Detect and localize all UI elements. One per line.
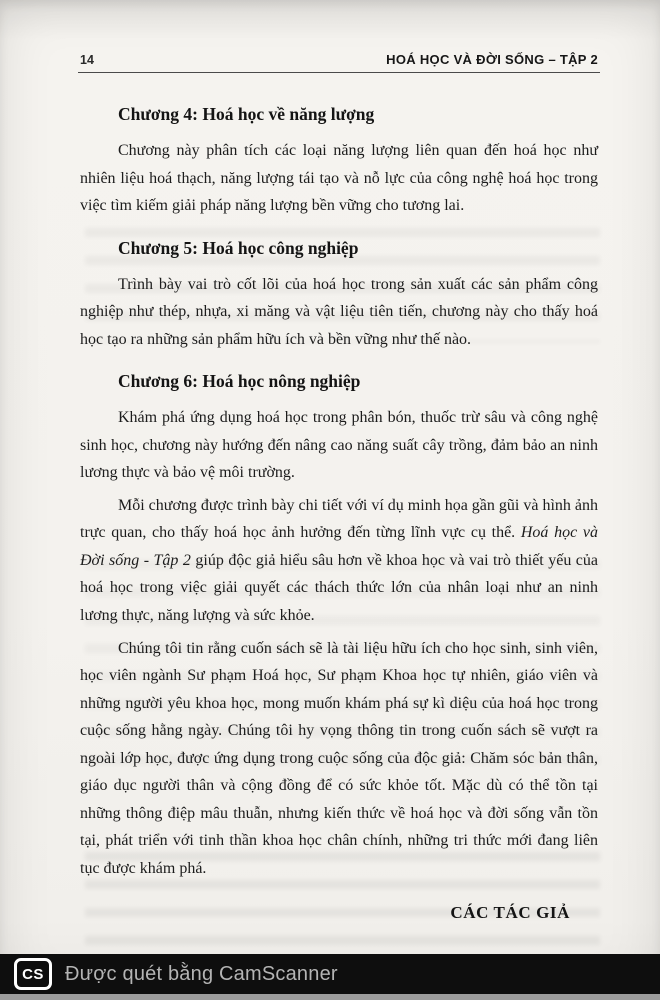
closing-paragraph: Chúng tôi tin rằng cuốn sách sẽ là tài liệu hữu ích cho học sinh, sinh viên, học viên ngành Sư phạm Hoá học, Sư phạm Khoa học tự nhiên, giáo viên và những người yêu khoa học, mong muốn khám phá sự kì diệu của hoá học trong cuộc sống hằng ngày. Chúng tôi hy vọng thông tin trong cuốn sách sẽ vượt ra ngoài lớp học, được ứng dụng trong cuộc sống của độc giả: Chăm sóc bản thân, giáo dục người thân và cộng đồng để có sức khỏe tốt. Mặc dù có thể tồn tại những thông điệp mâu thuẫn, nhưng kiến thức về hoá học và đời sống vẫn tồn tại, phát triển với tinh thần khoa học chân chính, những tri thức mới đang liên tục được khám phá.: [80, 639, 598, 877]
overview-text-before: Mỗi chương được trình bày chi tiết với ví dụ minh họa gần gũi và hình ảnh trực quan, cho thấy hoá học ảnh hưởng đến từng lĩnh vực cụ thể.: [80, 496, 598, 542]
running-title: HOÁ HỌC VÀ ĐỜI SỐNG – TẬP 2: [386, 52, 598, 67]
scan-bottom-edge: [0, 994, 660, 1000]
chapter-5-paragraph: Trình bày vai trò cốt lõi của hoá học trong sản xuất các sản phẩm công nghiệp như thép, nhựa, xi măng và vật liệu tiên tiến, chương này cho thấy hoá học tạo ra những sản phẩm hữu ích và bền vững như thế nào.: [80, 275, 598, 348]
chapter-6-paragraph: Khám phá ứng dụng hoá học trong phân bón, thuốc trừ sâu và công nghệ sinh học, chương này hướng đến nâng cao năng suất cây trồng, đảm bảo an ninh lương thực và bảo vệ môi trường.: [80, 409, 598, 482]
overview-text-after: giúp độc giả hiểu sâu hơn về khoa học và vai trò thiết yếu của hoá học trong việc giải quyết các thách thức lớn của nhân loại như an ninh lương thực, năng lượng và sức khỏe.: [80, 551, 598, 624]
chapter-5-heading: Chương 5: Hoá học công nghiệp: [118, 237, 359, 258]
chapter-4-heading: Chương 4: Hoá học về năng lượng: [118, 104, 375, 124]
chapter-6-heading: Chương 6: Hoá học nông nghiệp: [118, 371, 361, 392]
camscanner-watermark-text: Được quét bằng CamScanner: [65, 962, 338, 985]
book-title-italic: Hoá học và Đời sống - Tập 2: [80, 524, 599, 569]
page-content: [80, 99, 598, 927]
authors-signature: CÁC TÁC GIẢ: [450, 903, 570, 923]
header-rule: [78, 72, 600, 73]
page-number: 14: [80, 53, 94, 67]
camscanner-watermark-bar: [0, 954, 660, 994]
camscanner-logo: CS: [14, 958, 52, 990]
overview-paragraph: [80, 492, 598, 630]
page-header: [80, 52, 598, 67]
chapter-4-paragraph: Chương này phân tích các loại năng lượng liên quan đến hoá học như nhiên liệu hoá thạch, năng lượng tái tạo và nỗ lực của công nghệ hoá học trong việc tìm kiếm giải pháp năng lượng bền vững cho tương lai.: [80, 142, 598, 215]
